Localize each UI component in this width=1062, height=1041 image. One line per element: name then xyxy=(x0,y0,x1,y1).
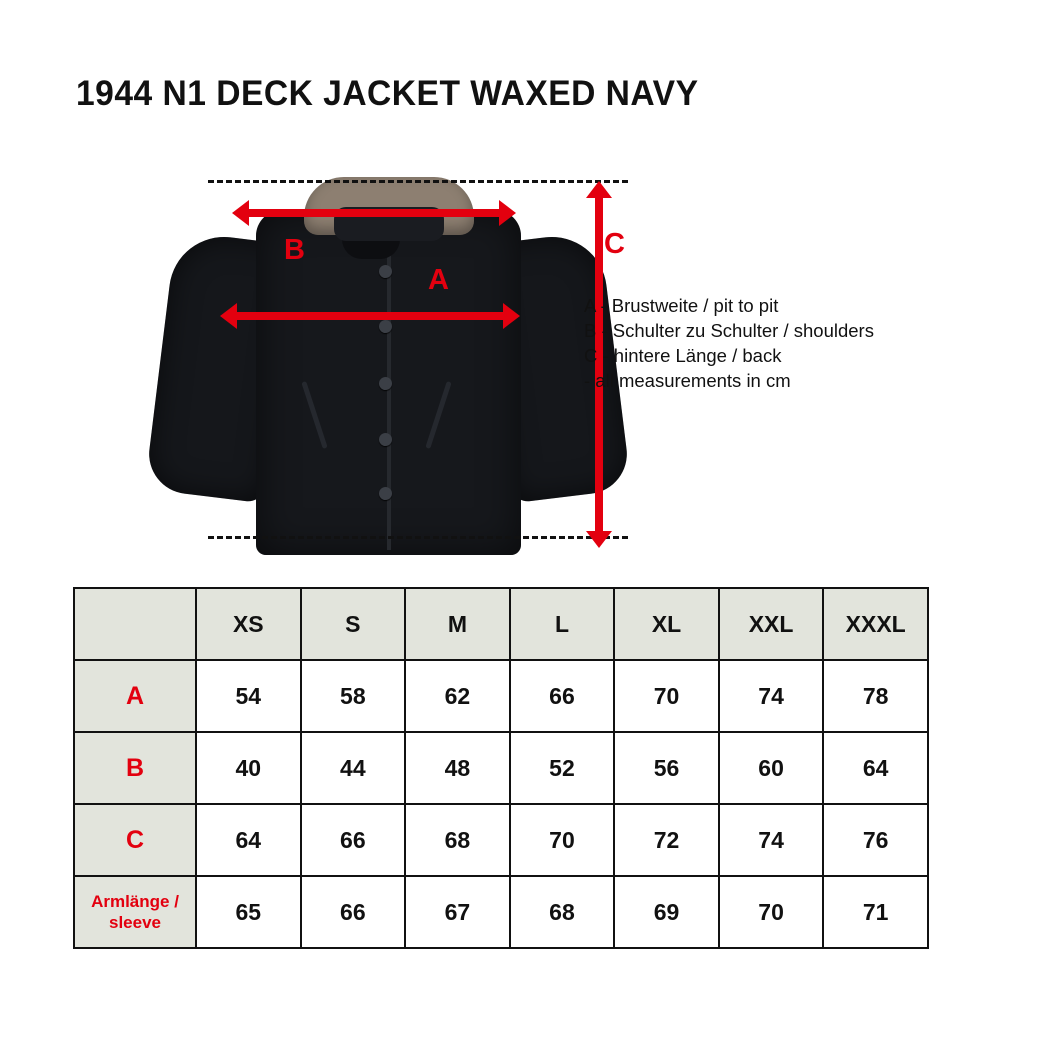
marker-c: C xyxy=(604,228,625,260)
cell-b-xxxl: 64 xyxy=(823,732,928,804)
jacket-button xyxy=(379,487,392,500)
cell-a-m: 62 xyxy=(405,660,510,732)
marker-b: B xyxy=(284,234,305,266)
cell-a-xxl: 74 xyxy=(719,660,824,732)
column-header-xl: XL xyxy=(614,588,719,660)
jacket-image xyxy=(136,165,636,560)
table-row xyxy=(74,876,928,948)
cell-sleeve-xxxl: 71 xyxy=(823,876,928,948)
jacket-button xyxy=(379,265,392,278)
page-title: 1944 N1 DECK JACKET WAXED NAVY xyxy=(76,74,699,113)
cell-a-xxxl: 78 xyxy=(823,660,928,732)
column-header-xxxl: XXXL xyxy=(823,588,928,660)
column-header-xs: XS xyxy=(196,588,301,660)
row-header-a: A xyxy=(74,660,196,732)
legend xyxy=(584,293,874,393)
table-row xyxy=(74,804,928,876)
guide-line-bottom xyxy=(208,536,628,539)
column-header-xxl: XXL xyxy=(719,588,824,660)
cell-b-s: 44 xyxy=(301,732,406,804)
cell-c-s: 66 xyxy=(301,804,406,876)
cell-sleeve-m: 67 xyxy=(405,876,510,948)
cell-c-xxl: 74 xyxy=(719,804,824,876)
column-header-l: L xyxy=(510,588,615,660)
column-header-s: S xyxy=(301,588,406,660)
marker-a: A xyxy=(428,264,449,296)
column-header-m: M xyxy=(405,588,510,660)
table-row xyxy=(74,732,928,804)
cell-c-xs: 64 xyxy=(196,804,301,876)
row-header-c: C xyxy=(74,804,196,876)
cell-b-xxl: 60 xyxy=(719,732,824,804)
jacket-button xyxy=(379,320,392,333)
guide-line-top xyxy=(208,180,628,183)
cell-a-xs: 54 xyxy=(196,660,301,732)
cell-b-l: 52 xyxy=(510,732,615,804)
cell-sleeve-xl: 69 xyxy=(614,876,719,948)
cell-sleeve-xs: 65 xyxy=(196,876,301,948)
cell-sleeve-xxl: 70 xyxy=(719,876,824,948)
size-table xyxy=(73,587,929,949)
cell-a-s: 58 xyxy=(301,660,406,732)
row-header-sleeve: Armlänge / sleeve xyxy=(74,876,196,948)
table-header-row xyxy=(74,588,928,660)
cell-a-l: 66 xyxy=(510,660,615,732)
row-header-b: B xyxy=(74,732,196,804)
legend-line-units: - all measurements in cm xyxy=(584,370,791,391)
cell-sleeve-l: 68 xyxy=(510,876,615,948)
cell-c-m: 68 xyxy=(405,804,510,876)
cell-b-xs: 40 xyxy=(196,732,301,804)
cell-b-m: 48 xyxy=(405,732,510,804)
cell-c-xxxl: 76 xyxy=(823,804,928,876)
measure-arrow-a xyxy=(236,312,504,320)
cell-b-xl: 56 xyxy=(614,732,719,804)
legend-line-b: B - Schulter zu Schulter / shoulders xyxy=(584,320,874,341)
cell-sleeve-s: 66 xyxy=(301,876,406,948)
jacket-button xyxy=(379,377,392,390)
cell-a-xl: 70 xyxy=(614,660,719,732)
jacket-collar xyxy=(304,177,474,235)
jacket-button xyxy=(379,433,392,446)
legend-line-c: C - hintere Länge / back xyxy=(584,345,782,366)
legend-line-a: A - Brustweite / pit to pit xyxy=(584,295,779,316)
table-corner-cell xyxy=(74,588,196,660)
cell-c-l: 70 xyxy=(510,804,615,876)
table-row xyxy=(74,660,928,732)
cell-c-xl: 72 xyxy=(614,804,719,876)
measure-arrow-b xyxy=(248,209,500,217)
